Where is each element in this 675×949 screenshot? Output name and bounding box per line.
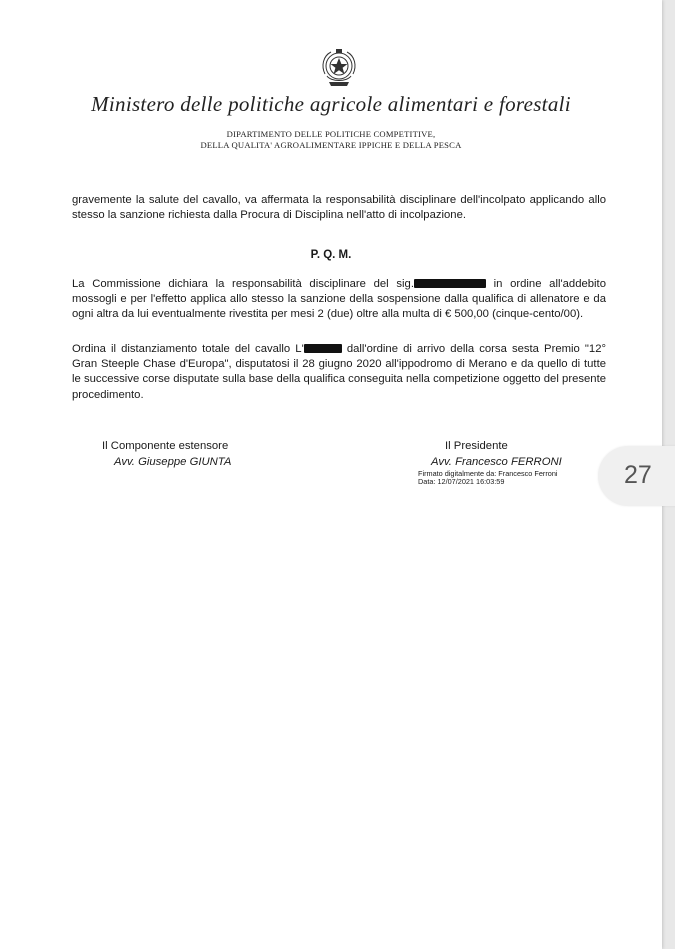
paragraph-2-text-before: La Commissione dichiara la responsabilità disciplinare del sig. <box>72 278 414 290</box>
paragraph-2 <box>72 277 606 323</box>
paragraph-3-text-before: Ordina il distanziamento totale del cavallo L' <box>72 343 304 355</box>
page-number: 27 <box>624 461 652 489</box>
left-signature-name: Avv. Giuseppe GIUNTA <box>114 456 232 468</box>
paragraph-3 <box>72 342 606 403</box>
digital-signature-line-2: Data: 12/07/2021 16:03:59 <box>418 477 505 486</box>
paragraph-3-text-after: dall'ordine di arrivo della corsa sesta Premio "12° Gran Steeple Chase d'Europa", disputatosi il 28 giugno 2020 all'ippodromo di Merano e da quello di tutte le successive corse disputate sulla base della qualifica conseguita nella competizione oggetto del presente procedimento. <box>72 343 606 401</box>
redacted-name <box>414 279 486 288</box>
left-signature-label: Il Componente estensore <box>102 440 229 452</box>
page-number-badge <box>598 446 675 506</box>
ministry-title: Ministero delle politiche agricole alimentari e forestali <box>91 92 571 116</box>
digital-signature-line-1: Firmato digitalmente da: Francesco Ferroni <box>418 469 558 478</box>
department-line-1: DIPARTIMENTO DELLE POLITICHE COMPETITIVE, <box>226 129 436 139</box>
department-line-2: DELLA QUALITA' AGROALIMENTARE IPPICHE E DELLA PESCA <box>200 140 462 150</box>
italian-republic-emblem-icon <box>319 46 359 90</box>
redacted-horse-name <box>304 344 342 353</box>
paragraph-2-text-after: in ordine all'addebito mossogli e per l'effetto applica allo stesso la sanzione della sospensione dalla qualifica di allenatore e da ogni altra da lui eventualmente rivestita per mesi 2 (due) oltre alla multa di € 500,00 (cinque-cento/00). <box>72 278 606 321</box>
pqm-heading: P. Q. M. <box>310 249 352 261</box>
paragraph-1: gravemente la salute del cavallo, va affermata la responsabilità disciplinare dell'incolpato applicando allo stesso la sanzione richiesta dalla Procura di Disciplina nell'atto di incolpazione. <box>72 194 606 222</box>
right-signature-name: Avv. Francesco FERRONI <box>431 456 562 468</box>
right-signature-label: Il Presidente <box>445 440 508 452</box>
